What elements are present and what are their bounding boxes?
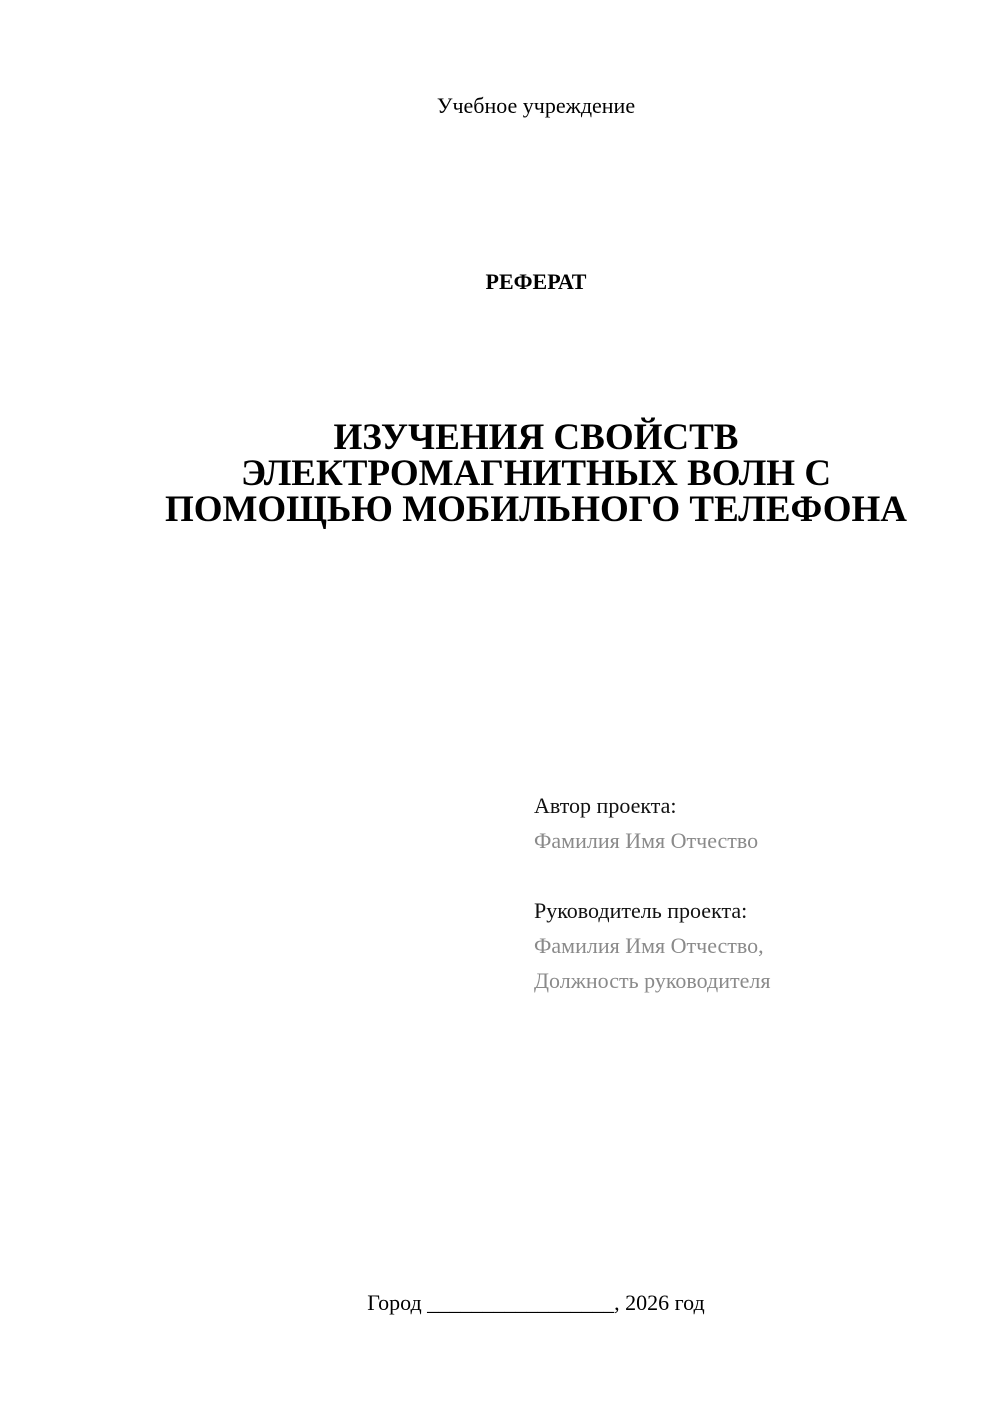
author-name: Фамилия Имя Отчество <box>534 828 759 853</box>
city-year-line: Город _________________, 2026 год <box>367 1290 705 1315</box>
author-label: Автор проекта: <box>534 793 677 818</box>
supervisor-position: Должность руководителя <box>534 968 771 993</box>
info-spacer <box>534 858 974 893</box>
title-line-2: ЭЛЕКТРОМАГНИТНЫХ ВОЛН С <box>240 453 832 494</box>
project-info <box>534 788 974 998</box>
title-line-3: ПОМОЩЬЮ МОБИЛЬНОГО ТЕЛЕФОНА <box>164 489 908 530</box>
supervisor-name: Фамилия Имя Отчество, <box>534 933 764 958</box>
title-line-1: ИЗУЧЕНИЯ СВОЙСТВ <box>333 417 739 458</box>
supervisor-label: Руководитель проекта: <box>534 898 748 923</box>
document-type: РЕФЕРАТ <box>485 269 587 294</box>
document-title <box>0 417 1000 530</box>
institution-name: Учебное учреждение <box>436 93 636 118</box>
